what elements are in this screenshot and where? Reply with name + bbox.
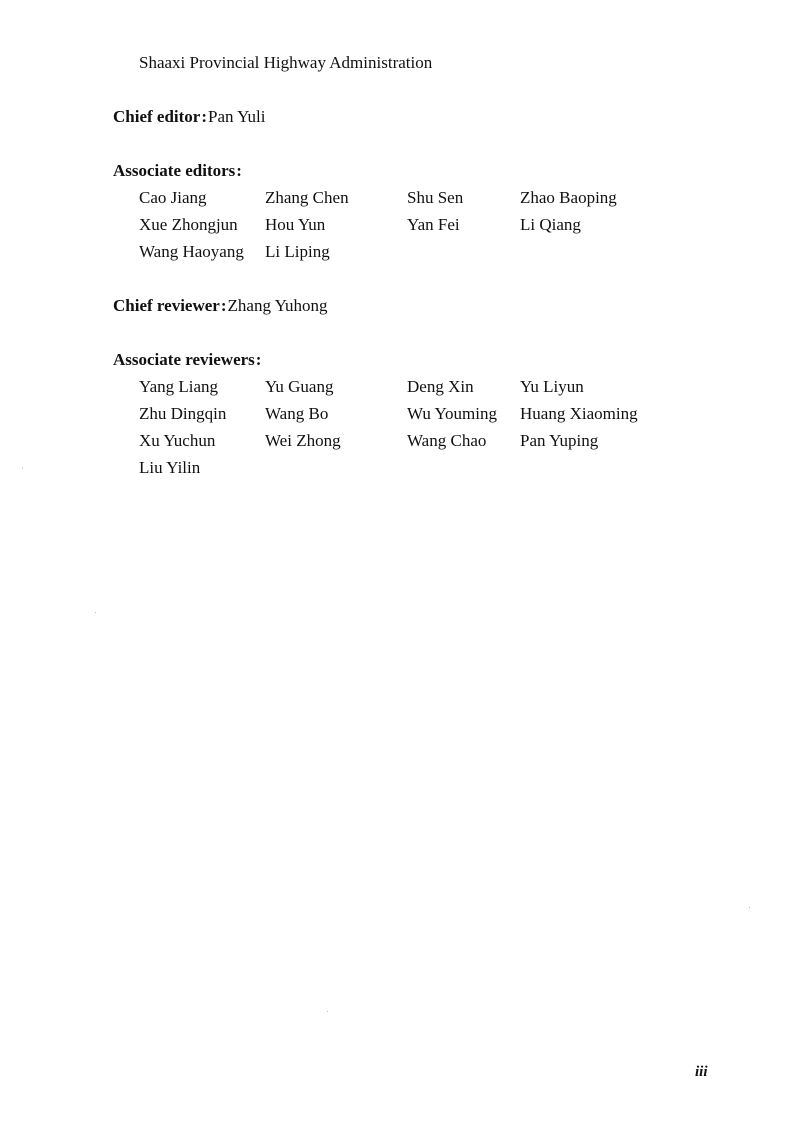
associate-reviewers-heading xyxy=(113,349,262,371)
chief-reviewer-name: Zhang Yuhong xyxy=(227,296,328,315)
editor-name: Yan Fei xyxy=(407,215,460,234)
editor-name: Xue Zhongjun xyxy=(139,215,238,234)
reviewer-name: Liu Yilin xyxy=(139,458,201,477)
reviewer-name: Xu Yuchun xyxy=(139,431,216,450)
reviewer-name: Pan Yuping xyxy=(520,431,599,450)
page-number: iii xyxy=(695,1064,708,1080)
reviewer-name: Wei Zhong xyxy=(265,431,341,450)
editor-name: Zhang Chen xyxy=(265,188,349,207)
organization-name: Shaaxi Provincial Highway Administration xyxy=(139,53,433,72)
chief-editor-colon: : xyxy=(201,107,208,126)
editor-name: Zhao Baoping xyxy=(520,188,617,207)
associate-editors-heading xyxy=(113,160,243,182)
associate-reviewers-label: Associate reviewers xyxy=(113,350,255,369)
reviewer-name: Huang Xiaoming xyxy=(520,404,638,423)
reviewer-name: Zhu Dingqin xyxy=(139,404,227,423)
reviewer-name: Wu Youming xyxy=(407,404,498,423)
reviewer-name: Wang Bo xyxy=(265,404,329,423)
chief-editor-name: Pan Yuli xyxy=(208,107,266,126)
reviewer-name: Yu Liyun xyxy=(520,377,584,396)
scan-speck xyxy=(327,1011,328,1012)
scan-speck xyxy=(749,907,750,908)
scan-speck xyxy=(22,468,23,469)
chief-reviewer-label: Chief reviewer xyxy=(113,296,220,315)
reviewer-name: Deng Xin xyxy=(407,377,474,396)
chief-reviewer-colon: : xyxy=(220,296,227,315)
editor-name: Hou Yun xyxy=(265,215,326,234)
editor-name: Wang Haoyang xyxy=(139,242,244,261)
reviewer-name: Yang Liang xyxy=(139,377,219,396)
chief-editor-line xyxy=(113,106,265,128)
chief-editor-label: Chief editor xyxy=(113,107,201,126)
editor-name: Cao Jiang xyxy=(139,188,207,207)
scan-speck xyxy=(95,612,96,613)
editor-name: Shu Sen xyxy=(407,188,464,207)
reviewer-name: Wang Chao xyxy=(407,431,487,450)
reviewer-name: Yu Guang xyxy=(265,377,334,396)
associate-editors-colon: : xyxy=(236,161,242,180)
editor-name: Li Qiang xyxy=(520,215,581,234)
associate-reviewers-colon: : xyxy=(255,350,262,369)
chief-reviewer-line xyxy=(113,295,327,317)
associate-editors-label: Associate editors xyxy=(113,161,236,180)
editor-name: Li Liping xyxy=(265,242,330,261)
